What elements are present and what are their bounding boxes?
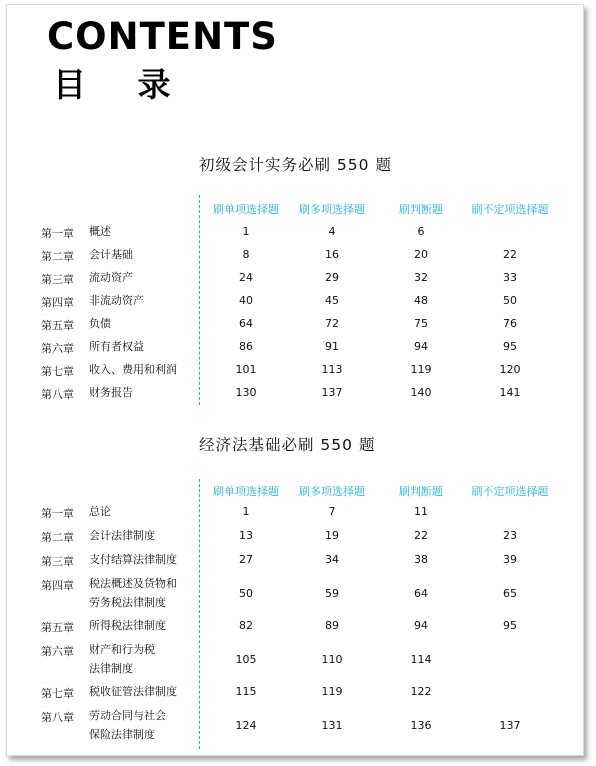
section-title: 初级会计实务必刷 550 题 bbox=[199, 156, 392, 174]
page-title-cn: 目 录 bbox=[53, 65, 191, 104]
chapter-number: 第二章 bbox=[41, 250, 74, 263]
column-header: 刷多项选择题 bbox=[299, 485, 365, 498]
page-number: 64 bbox=[414, 587, 428, 600]
page-number: 95 bbox=[503, 619, 517, 632]
page-number: 33 bbox=[503, 271, 517, 284]
chapter-name: 支付结算法律制度 bbox=[89, 553, 177, 566]
page-number: 50 bbox=[239, 587, 253, 600]
chapter-name: 财务报告 bbox=[89, 386, 133, 399]
page-number: 119 bbox=[410, 363, 432, 376]
page-number: 94 bbox=[414, 340, 428, 353]
page-number: 115 bbox=[235, 685, 257, 698]
page-number: 120 bbox=[499, 363, 521, 376]
page-number: 32 bbox=[414, 271, 428, 284]
page-number: 89 bbox=[325, 619, 339, 632]
chapter-number: 第八章 bbox=[41, 388, 74, 401]
page-number: 29 bbox=[325, 271, 339, 284]
chapter-number: 第八章 bbox=[41, 711, 74, 724]
page-number: 82 bbox=[239, 619, 253, 632]
page-number: 95 bbox=[503, 340, 517, 353]
chapter-number: 第二章 bbox=[41, 531, 74, 544]
section-divider-line bbox=[199, 195, 200, 405]
page-number: 45 bbox=[325, 294, 339, 307]
chapter-number: 第三章 bbox=[41, 273, 74, 286]
page-number: 130 bbox=[235, 386, 257, 399]
page-number: 76 bbox=[503, 317, 517, 330]
page-number: 7 bbox=[328, 505, 336, 518]
page-number: 141 bbox=[499, 386, 521, 399]
chapter-name: 税法概述及货物和 bbox=[89, 577, 177, 590]
chapter-number: 第三章 bbox=[41, 555, 74, 568]
page-number: 22 bbox=[414, 529, 428, 542]
page-number: 86 bbox=[239, 340, 253, 353]
chapter-number: 第六章 bbox=[41, 342, 74, 355]
page-number: 39 bbox=[503, 553, 517, 566]
page-number: 13 bbox=[239, 529, 253, 542]
chapter-number: 第六章 bbox=[41, 645, 74, 658]
page-number: 59 bbox=[325, 587, 339, 600]
chapter-number: 第五章 bbox=[41, 621, 74, 634]
chapter-name: 财产和行为税 bbox=[89, 643, 155, 656]
page-number: 38 bbox=[414, 553, 428, 566]
chapter-name: 会计法律制度 bbox=[89, 529, 155, 542]
chapter-number: 第一章 bbox=[41, 507, 74, 520]
page-number: 113 bbox=[321, 363, 343, 376]
section-title: 经济法基础必刷 550 题 bbox=[199, 436, 376, 454]
chapter-number: 第七章 bbox=[41, 365, 74, 378]
page-number: 23 bbox=[503, 529, 517, 542]
page-number: 1 bbox=[242, 505, 250, 518]
chapter-name: 税收征管法律制度 bbox=[89, 685, 177, 698]
page-number: 105 bbox=[235, 653, 257, 666]
page-number: 137 bbox=[499, 719, 521, 732]
column-header: 刷单项选择题 bbox=[213, 485, 279, 498]
page-number: 140 bbox=[410, 386, 432, 399]
page-number: 48 bbox=[414, 294, 428, 307]
page-number: 8 bbox=[242, 248, 250, 261]
page-title-en: CONTENTS bbox=[47, 15, 278, 58]
chapter-name: 负债 bbox=[89, 317, 111, 330]
page-number: 75 bbox=[414, 317, 428, 330]
page-number: 119 bbox=[321, 685, 343, 698]
page-number: 122 bbox=[410, 685, 432, 698]
chapter-name: 概述 bbox=[89, 225, 111, 238]
chapter-number: 第一章 bbox=[41, 227, 74, 240]
column-header: 刷判断题 bbox=[399, 203, 443, 216]
page-number: 11 bbox=[414, 505, 428, 518]
chapter-name: 劳务税法律制度 bbox=[89, 596, 166, 609]
page-number: 22 bbox=[503, 248, 517, 261]
chapter-name: 所得税法律制度 bbox=[89, 619, 166, 632]
chapter-number: 第四章 bbox=[41, 296, 74, 309]
page-number: 131 bbox=[321, 719, 343, 732]
page-number: 4 bbox=[328, 225, 336, 238]
chapter-name: 非流动资产 bbox=[89, 294, 144, 307]
page-number: 1 bbox=[242, 225, 250, 238]
chapter-name: 收入、费用和利润 bbox=[89, 363, 177, 376]
chapter-number: 第七章 bbox=[41, 687, 74, 700]
page-number: 136 bbox=[410, 719, 432, 732]
page-number: 6 bbox=[417, 225, 425, 238]
page-number: 94 bbox=[414, 619, 428, 632]
page-number: 50 bbox=[503, 294, 517, 307]
page-number: 40 bbox=[239, 294, 253, 307]
page-number: 16 bbox=[325, 248, 339, 261]
page-number: 114 bbox=[410, 653, 432, 666]
column-header: 刷单项选择题 bbox=[213, 203, 279, 216]
chapter-number: 第五章 bbox=[41, 319, 74, 332]
page-number: 34 bbox=[325, 553, 339, 566]
page-number: 27 bbox=[239, 553, 253, 566]
page-number: 64 bbox=[239, 317, 253, 330]
chapter-name: 总论 bbox=[89, 505, 111, 518]
page-number: 19 bbox=[325, 529, 339, 542]
chapter-name: 所有者权益 bbox=[89, 340, 144, 353]
contents-page bbox=[6, 4, 584, 756]
chapter-number: 第四章 bbox=[41, 579, 74, 592]
page-number: 137 bbox=[321, 386, 343, 399]
column-header: 刷多项选择题 bbox=[299, 203, 365, 216]
page-number: 91 bbox=[325, 340, 339, 353]
page-number: 24 bbox=[239, 271, 253, 284]
page-number: 101 bbox=[235, 363, 257, 376]
page-number: 124 bbox=[235, 719, 257, 732]
section-divider-line bbox=[199, 479, 200, 749]
page-number: 65 bbox=[503, 587, 517, 600]
column-header: 刷不定项选择题 bbox=[471, 203, 549, 216]
column-header: 刷不定项选择题 bbox=[471, 485, 549, 498]
column-header: 刷判断题 bbox=[399, 485, 443, 498]
page-number: 110 bbox=[321, 653, 343, 666]
chapter-name: 法律制度 bbox=[89, 662, 133, 675]
chapter-name: 会计基础 bbox=[89, 248, 133, 261]
page-number: 20 bbox=[414, 248, 428, 261]
chapter-name: 劳动合同与社会 bbox=[89, 709, 166, 722]
chapter-name: 流动资产 bbox=[89, 271, 133, 284]
chapter-name: 保险法律制度 bbox=[89, 728, 155, 741]
page-number: 72 bbox=[325, 317, 339, 330]
